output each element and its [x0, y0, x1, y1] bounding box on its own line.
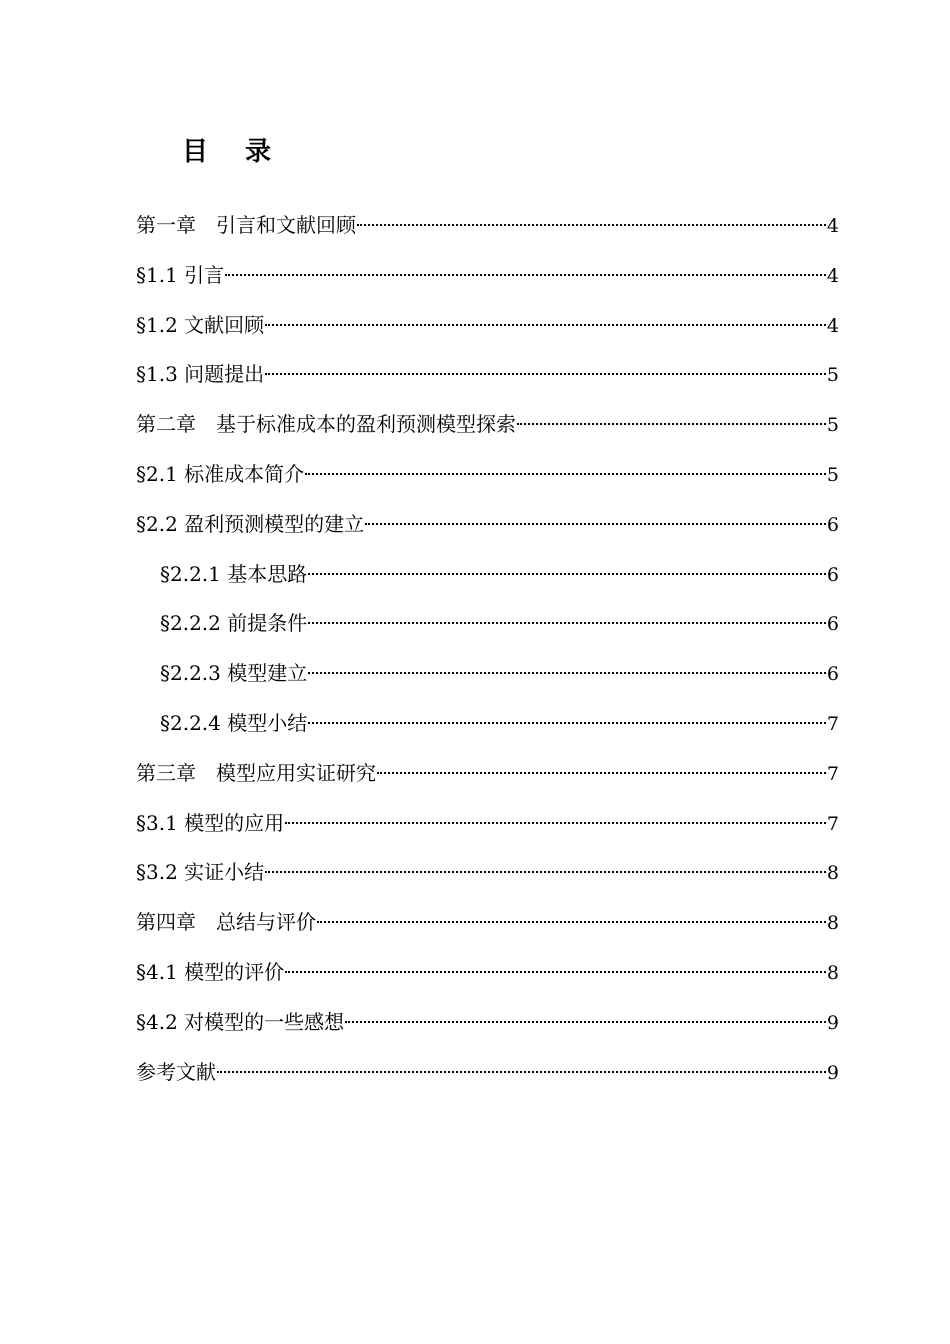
- toc-entry-page: 8: [826, 961, 839, 984]
- toc-entry[interactable]: [136, 908, 839, 958]
- toc-entry[interactable]: [136, 410, 839, 460]
- toc-entry-page: 7: [826, 762, 839, 785]
- table-of-contents: [136, 211, 839, 1107]
- toc-dot-leader: [265, 324, 826, 326]
- toc-entry-label: §3.2 实证小结: [136, 860, 265, 885]
- toc-entry[interactable]: [136, 958, 839, 1008]
- toc-entry-page: 7: [826, 812, 839, 835]
- toc-entry-label: §4.2 对模型的一些感想: [136, 1009, 345, 1034]
- toc-entry[interactable]: [136, 709, 839, 759]
- toc-entry[interactable]: [136, 311, 839, 361]
- toc-entry-page: 9: [826, 1011, 839, 1034]
- toc-entry[interactable]: [136, 560, 839, 610]
- toc-entry-page: 6: [826, 613, 839, 636]
- toc-dot-leader: [265, 871, 826, 873]
- toc-entry-page: 8: [826, 912, 839, 935]
- toc-dot-leader: [285, 822, 826, 824]
- toc-entry-page: 4: [826, 264, 839, 287]
- toc-entry-page: 6: [826, 513, 839, 536]
- toc-title: 目 录: [182, 137, 286, 167]
- toc-dot-leader: [308, 722, 826, 724]
- toc-dot-leader: [377, 772, 826, 774]
- toc-entry-label: §1.3 问题提出: [136, 362, 265, 387]
- toc-entry-page: 6: [826, 563, 839, 586]
- toc-entry-label: 第三章 模型应用实证研究: [136, 760, 376, 785]
- toc-entry-label: §2.2.3 模型建立: [160, 661, 308, 686]
- toc-entry[interactable]: [136, 510, 839, 560]
- toc-entry-page: 9: [826, 1061, 839, 1084]
- toc-entry-page: 5: [826, 414, 839, 437]
- toc-entry[interactable]: [136, 211, 839, 261]
- toc-entry-page: 6: [826, 663, 839, 686]
- toc-entry-label: §2.1 标准成本简介: [136, 461, 305, 486]
- toc-entry-label: §1.2 文献回顾: [136, 312, 265, 337]
- toc-entry-label: 参考文献: [136, 1059, 216, 1084]
- toc-dot-leader: [265, 373, 826, 375]
- toc-entry-label: §2.2.1 基本思路: [160, 561, 308, 586]
- toc-entry[interactable]: [136, 659, 839, 709]
- toc-entry-label: §2.2 盈利预测模型的建立: [136, 511, 365, 536]
- toc-entry-page: 7: [826, 712, 839, 735]
- toc-dot-leader: [305, 473, 826, 475]
- toc-dot-leader: [308, 672, 826, 674]
- toc-entry-page: 5: [826, 364, 839, 387]
- toc-entry[interactable]: [136, 261, 839, 311]
- toc-dot-leader: [357, 224, 826, 226]
- toc-entry-label: §1.1 引言: [136, 262, 225, 287]
- toc-entry-page: 8: [826, 862, 839, 885]
- toc-entry-page: 4: [826, 314, 839, 337]
- toc-dot-leader: [517, 423, 826, 425]
- toc-dot-leader: [217, 1071, 826, 1073]
- toc-entry-label: 第一章 引言和文献回顾: [136, 213, 356, 237]
- toc-entry[interactable]: [136, 460, 839, 510]
- toc-dot-leader: [365, 523, 826, 525]
- toc-dot-leader: [317, 921, 826, 923]
- toc-entry-page: 5: [826, 463, 839, 486]
- toc-dot-leader: [225, 274, 826, 276]
- toc-dot-leader: [345, 1021, 826, 1023]
- toc-entry-label: 第四章 总结与评价: [136, 910, 316, 935]
- toc-entry-page: 4: [826, 215, 839, 237]
- toc-entry[interactable]: [136, 809, 839, 859]
- toc-entry[interactable]: [136, 1058, 839, 1108]
- toc-entry[interactable]: [136, 360, 839, 410]
- toc-entry[interactable]: [136, 759, 839, 809]
- toc-entry[interactable]: [136, 609, 839, 659]
- toc-dot-leader: [308, 573, 826, 575]
- toc-entry-label: §4.1 模型的评价: [136, 959, 285, 984]
- toc-entry-label: §2.2.4 模型小结: [160, 710, 308, 735]
- toc-entry-label: 第二章 基于标准成本的盈利预测模型探索: [136, 412, 516, 437]
- toc-entry[interactable]: [136, 858, 839, 908]
- toc-entry-label: §3.1 模型的应用: [136, 810, 285, 835]
- toc-entry[interactable]: [136, 1008, 839, 1058]
- toc-dot-leader: [308, 622, 826, 624]
- toc-entry-label: §2.2.2 前提条件: [160, 611, 308, 636]
- toc-dot-leader: [285, 971, 826, 973]
